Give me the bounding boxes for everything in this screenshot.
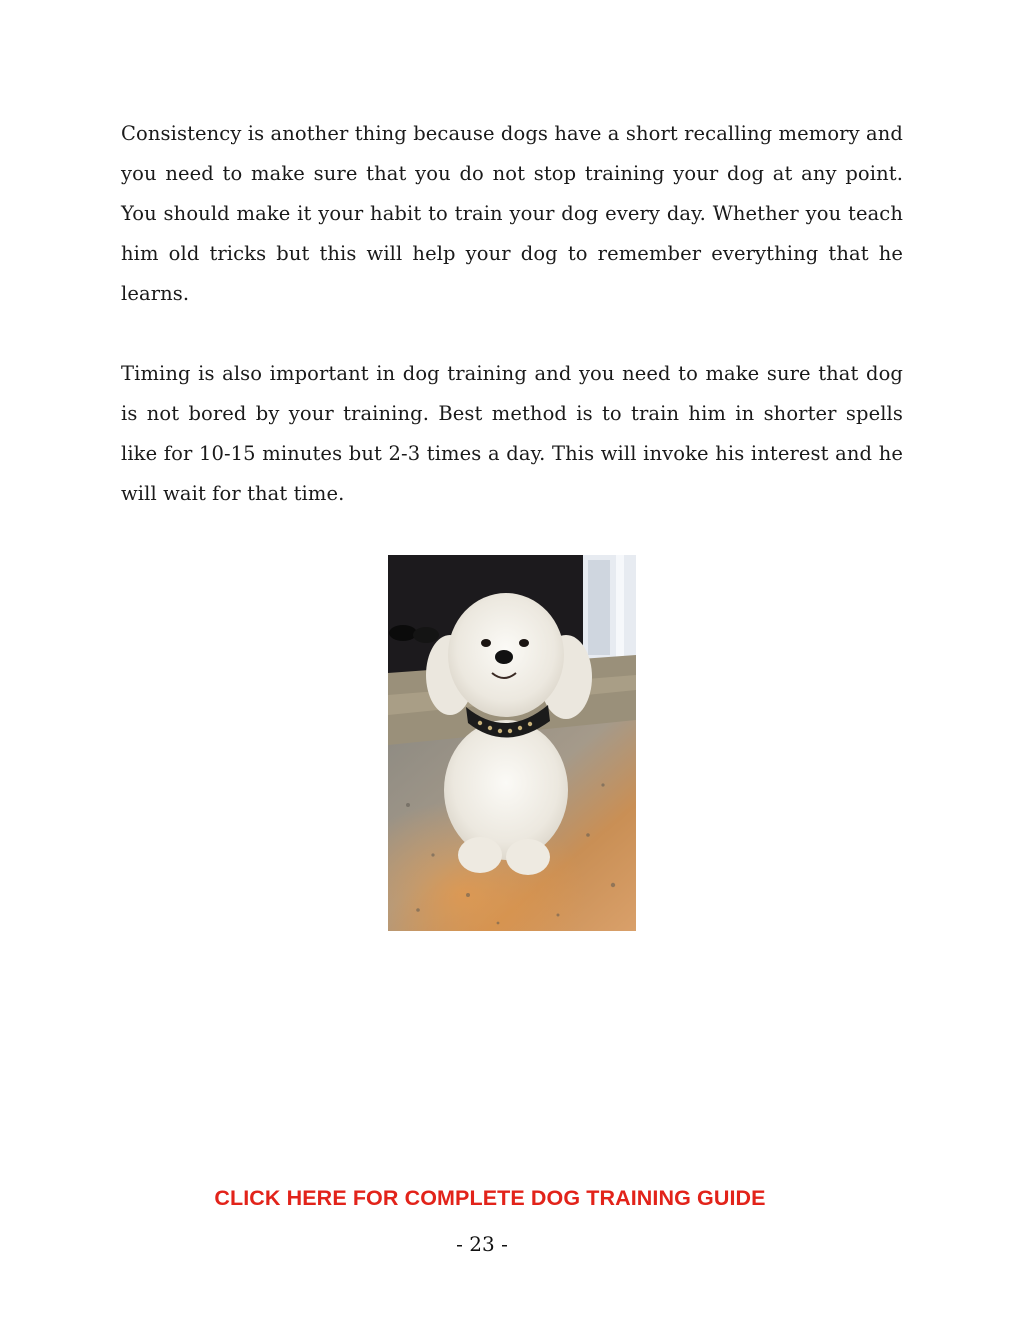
body-paragraph-timing: Timing is also important in dog training and you need to make sure that dog is not bored by your training. Best method is to train him in shorter spells like for 10-15 minutes but 2-3 times a day. This will invoke his interest and he will wait for that time. bbox=[121, 362, 903, 505]
page-number: - 23 - bbox=[456, 1232, 508, 1256]
dog-photo bbox=[388, 555, 636, 931]
white-poodle-illustration bbox=[388, 555, 636, 931]
complete-dog-training-guide-link[interactable]: CLICK HERE FOR COMPLETE DOG TRAINING GUIDE bbox=[214, 1186, 766, 1210]
body-paragraph-consistency: Consistency is another thing because dogs have a short recalling memory and you need to make sure that you do not stop training your dog at any point. You should make it your habit to train your dog every day. Whether you teach him old tricks but this will help your dog to remember everything that he learns. bbox=[121, 122, 903, 305]
